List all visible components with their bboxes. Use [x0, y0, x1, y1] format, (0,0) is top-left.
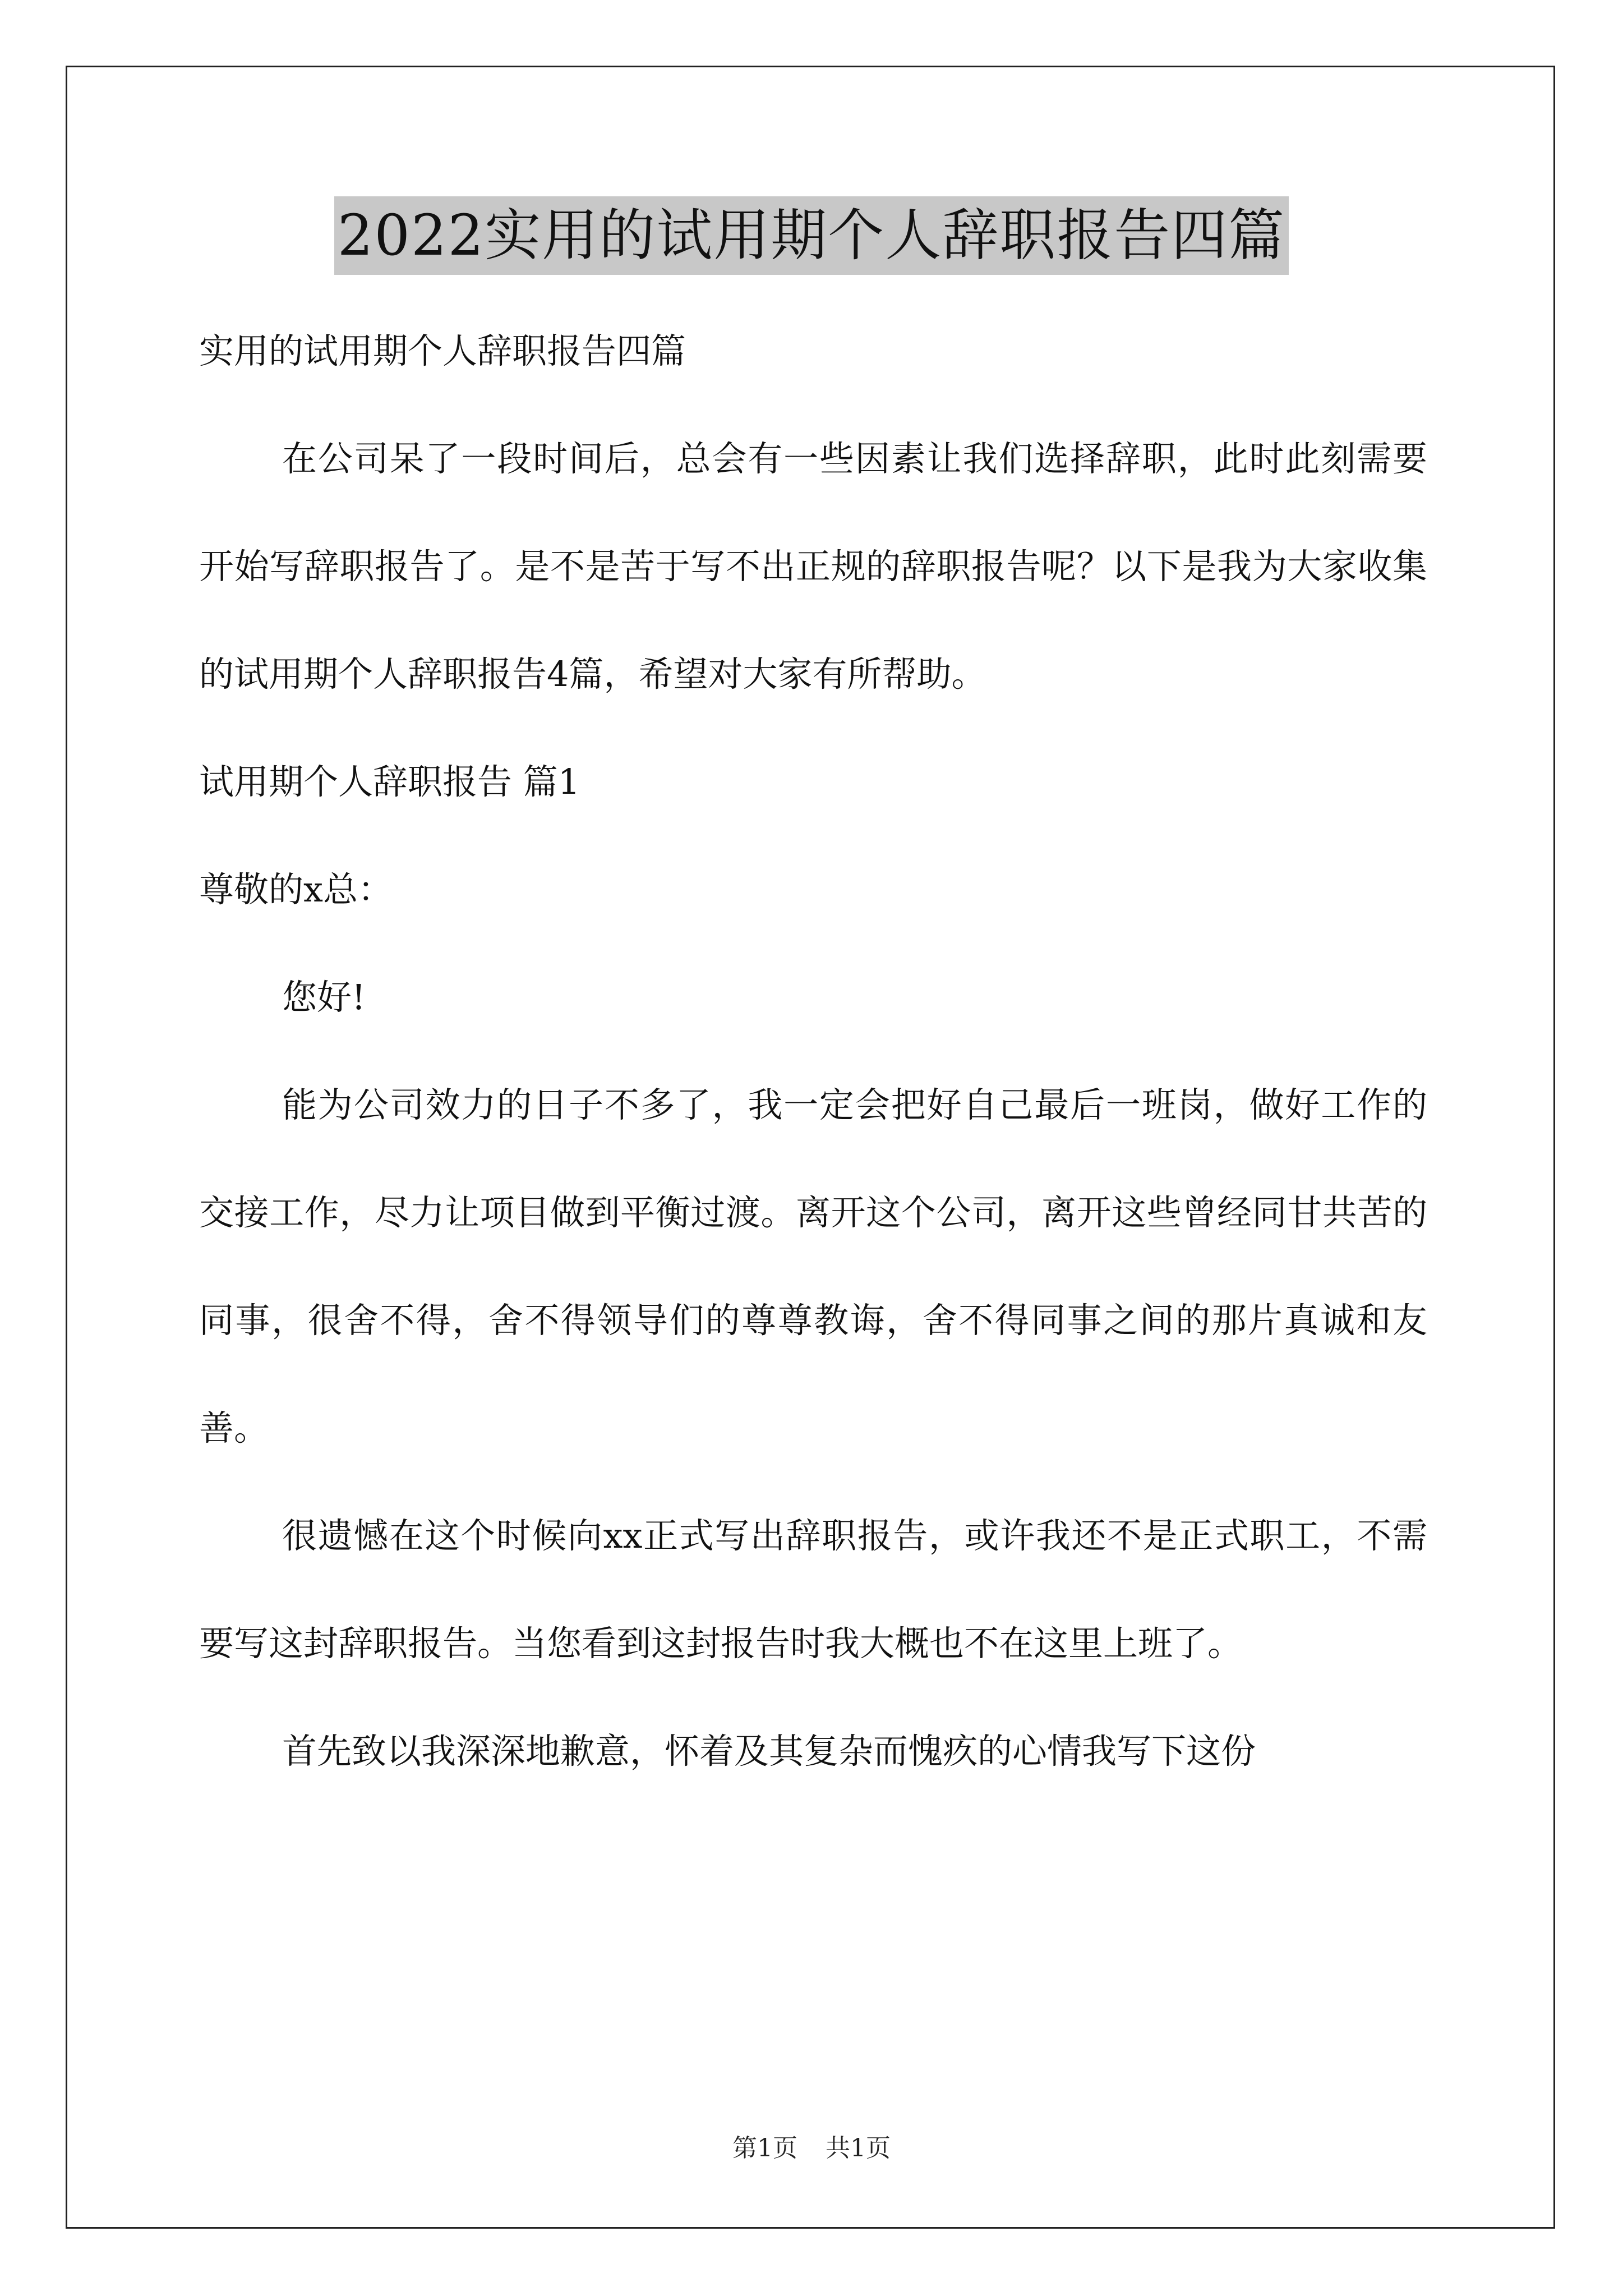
- intro-paragraph: 在公司呆了一段时间后，总会有一些因素让我们选择辞职，此时此刻需要开始写辞职报告了。是不是苦于写不出正规的辞职报告呢？以下是我为大家收集的试用期个人辞职报告4篇，希望对大家有所帮助。: [199, 438, 1427, 694]
- page-number: 第1页: [732, 2134, 797, 2162]
- page-total: 共1页: [826, 2134, 891, 2162]
- section-heading: 试用期个人辞职报告 篇1: [199, 761, 580, 802]
- subtitle-paragraph: 实用的试用期个人辞职报告四篇: [199, 330, 686, 371]
- body-paragraph: 能为公司效力的日子不多了，我一定会把好自己最后一班岗，做好工作的交接工作，尽力让项目做到平衡过渡。离开这个公司，离开这些曾经同甘共苦的同事，很舍不得，舍不得领导们的尊尊教诲，舍不得同事之间的那片真诚和友善。: [199, 1084, 1427, 1448]
- page-footer: [0, 2132, 1623, 2165]
- document-title: 2022实用的试用期个人辞职报告四篇: [334, 196, 1289, 275]
- salutation: 尊敬的x总：: [199, 869, 393, 910]
- document-body: [199, 297, 1427, 1805]
- body-paragraph: 很遗憾在这个时候向xx正式写出辞职报告，或许我还不是正式职工，不需要写这封辞职报告。当您看到这封报告时我大概也不在这里上班了。: [199, 1515, 1427, 1664]
- title-container: [0, 196, 1623, 275]
- body-paragraph: 首先致以我深深地歉意，怀着及其复杂而愧疚的心情我写下这份: [282, 1731, 1256, 1772]
- greeting: 您好!: [282, 977, 366, 1018]
